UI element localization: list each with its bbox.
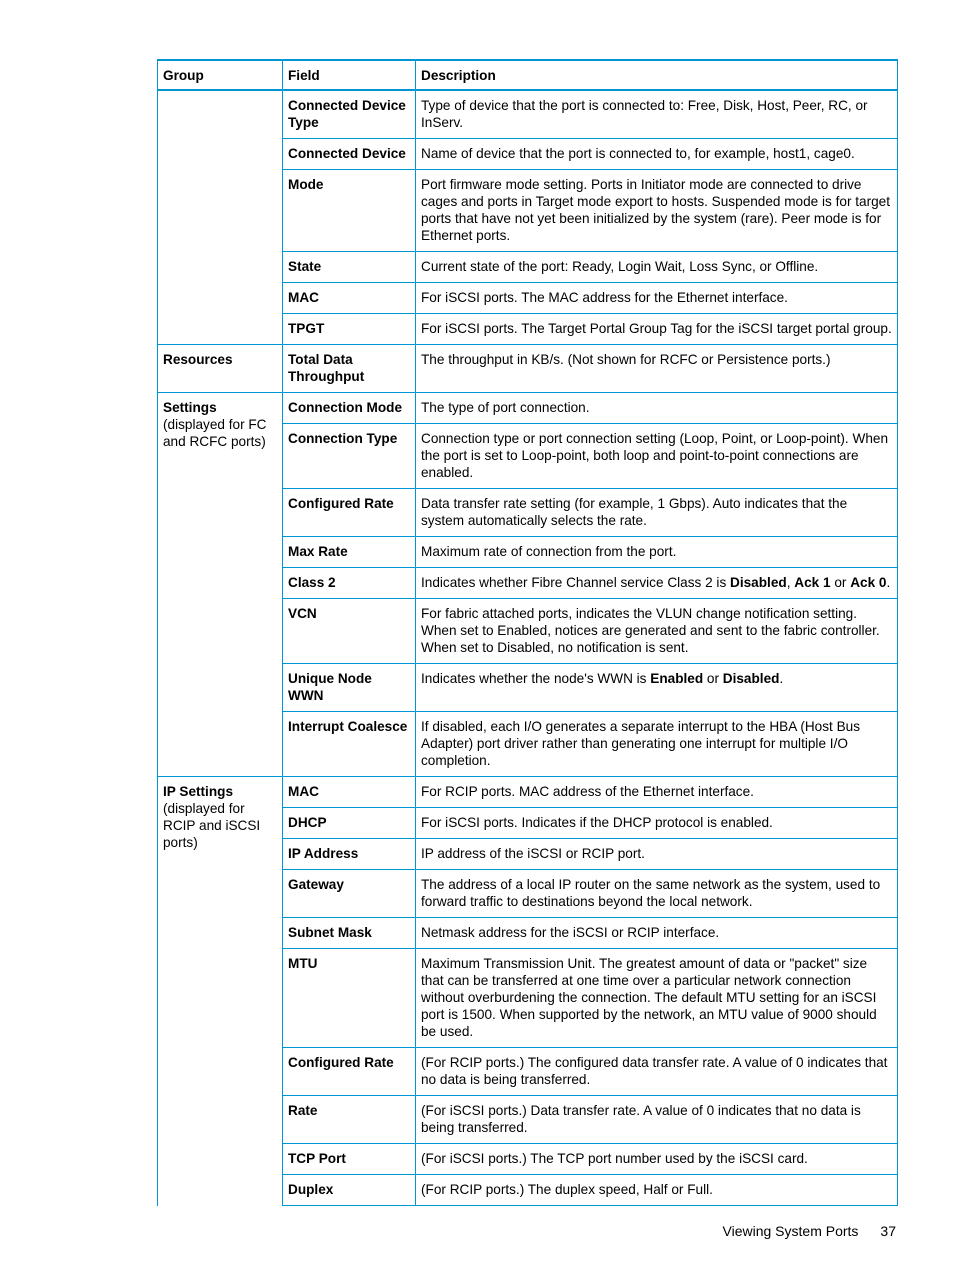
field-cell: Rate bbox=[283, 1096, 416, 1144]
page-footer bbox=[723, 1223, 896, 1239]
description-cell bbox=[416, 252, 898, 283]
field-cell: TPGT bbox=[283, 314, 416, 345]
group-cell bbox=[158, 393, 283, 777]
field-cell: VCN bbox=[283, 599, 416, 664]
description-emphasis: Disabled bbox=[730, 575, 787, 590]
page-number: 37 bbox=[880, 1223, 896, 1239]
description-text: (For iSCSI ports.) The TCP port number used by the iSCSI card. bbox=[421, 1151, 808, 1166]
field-cell: Connected Device Type bbox=[283, 90, 416, 139]
description-text: Name of device that the port is connected to, for example, host1, cage0. bbox=[421, 146, 855, 161]
description-text: Maximum rate of connection from the port. bbox=[421, 544, 677, 559]
description-cell bbox=[416, 283, 898, 314]
header-group: Group bbox=[158, 60, 283, 90]
description-text: For fabric attached ports, indicates the VLUN change notification setting. When set to Enabled, notices are generated and sent to the fabric controller. When set to Disabled, no notification is sent. bbox=[421, 606, 880, 655]
description-cell bbox=[416, 139, 898, 170]
group-note: (displayed for RCIP and iSCSI ports) bbox=[163, 801, 261, 850]
description-emphasis: Enabled bbox=[650, 671, 704, 686]
description-cell bbox=[416, 489, 898, 537]
group-cell bbox=[158, 90, 283, 345]
description-cell bbox=[416, 537, 898, 568]
description-cell bbox=[416, 393, 898, 424]
field-cell: MTU bbox=[283, 949, 416, 1048]
description-text: Data transfer rate setting (for example, 1 Gbps). Auto indicates that the system automatically selects the rate. bbox=[421, 496, 848, 528]
description-text: . bbox=[779, 671, 784, 686]
description-cell bbox=[416, 1048, 898, 1096]
description-cell bbox=[416, 90, 898, 139]
header-field: Field bbox=[283, 60, 416, 90]
description-text: . bbox=[886, 575, 891, 590]
description-text: Connection type or port connection setting (Loop, Point, or Loop-point). When the port is set to Loop-point, both loop and point-to-point connections are enabled. bbox=[421, 431, 888, 480]
field-cell: TCP Port bbox=[283, 1144, 416, 1175]
description-text: The address of a local IP router on the same network as the system, used to forward traffic to destinations beyond the local network. bbox=[421, 877, 881, 909]
description-text: Type of device that the port is connected to: Free, Disk, Host, Peer, RC, or InServ. bbox=[421, 98, 868, 130]
field-cell: Connected Device bbox=[283, 139, 416, 170]
description-text: , bbox=[786, 575, 795, 590]
description-cell bbox=[416, 808, 898, 839]
description-text: (For RCIP ports.) The duplex speed, Half or Full. bbox=[421, 1182, 713, 1197]
field-cell: Interrupt Coalesce bbox=[283, 712, 416, 777]
table-row bbox=[158, 393, 898, 424]
field-cell: Unique Node WWN bbox=[283, 664, 416, 712]
description-text: Current state of the port: Ready, Login Wait, Loss Sync, or Offline. bbox=[421, 259, 819, 274]
description-text: For iSCSI ports. The Target Portal Group Tag for the iSCSI target portal group. bbox=[421, 321, 892, 336]
description-text: IP address of the iSCSI or RCIP port. bbox=[421, 846, 645, 861]
table-row bbox=[158, 777, 898, 808]
description-text: Maximum Transmission Unit. The greatest amount of data or "packet" size that can be transferred at one time over a particular network connection without overburdening the connection. The default MTU setting for an iSCSI port is 1500. When supported by the network, an MTU value of 9000 should be used. bbox=[421, 956, 877, 1039]
description-text: If disabled, each I/O generates a separate interrupt to the HBA (Host Bus Adapter) port driver rather than generating one interrupt for multiple I/O completion. bbox=[421, 719, 861, 768]
group-cell bbox=[158, 777, 283, 1206]
description-cell bbox=[416, 599, 898, 664]
description-cell bbox=[416, 712, 898, 777]
description-text: For RCIP ports. MAC address of the Ethernet interface. bbox=[421, 784, 754, 799]
description-cell bbox=[416, 918, 898, 949]
description-cell bbox=[416, 777, 898, 808]
table-row bbox=[158, 345, 898, 393]
field-cell: MAC bbox=[283, 283, 416, 314]
description-cell bbox=[416, 1175, 898, 1206]
description-cell bbox=[416, 1144, 898, 1175]
description-cell bbox=[416, 1096, 898, 1144]
description-text: For iSCSI ports. Indicates if the DHCP protocol is enabled. bbox=[421, 815, 773, 830]
field-cell: Duplex bbox=[283, 1175, 416, 1206]
description-cell bbox=[416, 664, 898, 712]
footer-section-title: Viewing System Ports bbox=[722, 1223, 859, 1239]
description-text: Netmask address for the iSCSI or RCIP interface. bbox=[421, 925, 720, 940]
field-cell: Connection Type bbox=[283, 424, 416, 489]
port-fields-table bbox=[157, 59, 898, 1206]
description-text: (For RCIP ports.) The configured data transfer rate. A value of 0 indicates that no data is being transferred. bbox=[421, 1055, 888, 1087]
description-cell bbox=[416, 424, 898, 489]
description-cell bbox=[416, 870, 898, 918]
description-emphasis: Ack 1 bbox=[794, 575, 831, 590]
field-cell: Mode bbox=[283, 170, 416, 252]
description-text: or bbox=[703, 671, 723, 686]
field-cell: Gateway bbox=[283, 870, 416, 918]
field-cell: DHCP bbox=[283, 808, 416, 839]
description-cell bbox=[416, 949, 898, 1048]
description-text: Indicates whether the node's WWN is bbox=[421, 671, 651, 686]
description-text: or bbox=[830, 575, 851, 590]
description-cell bbox=[416, 568, 898, 599]
description-emphasis: Disabled bbox=[722, 671, 780, 686]
header-description: Description bbox=[416, 60, 898, 90]
description-cell bbox=[416, 839, 898, 870]
description-text: Indicates whether Fibre Channel service Class 2 is bbox=[421, 575, 731, 590]
description-text: For iSCSI ports. The MAC address for the Ethernet interface. bbox=[421, 290, 788, 305]
description-text: The type of port connection. bbox=[421, 400, 590, 415]
field-cell: MAC bbox=[283, 777, 416, 808]
group-label: IP Settings bbox=[163, 784, 233, 799]
description-cell bbox=[416, 170, 898, 252]
description-cell bbox=[416, 314, 898, 345]
field-cell: Configured Rate bbox=[283, 489, 416, 537]
description-text: The throughput in KB/s. (Not shown for RCFC or Persistence ports.) bbox=[421, 352, 831, 367]
description-text: Port firmware mode setting. Ports in Initiator mode are connected to drive cages and ports in Target mode export to hosts. Suspended mode is for target ports that have not yet been initialized by the system (rare). Peer mode is for Ethernet ports. bbox=[421, 177, 891, 243]
field-cell: Class 2 bbox=[283, 568, 416, 599]
table-body bbox=[158, 90, 898, 1206]
field-cell: Connection Mode bbox=[283, 393, 416, 424]
group-note: (displayed for FC and RCFC ports) bbox=[163, 417, 267, 449]
description-emphasis: Ack 0 bbox=[850, 575, 887, 590]
group-label: Resources bbox=[163, 352, 233, 367]
field-cell: Subnet Mask bbox=[283, 918, 416, 949]
group-label: Settings bbox=[163, 400, 217, 415]
field-cell: Total Data Throughput bbox=[283, 345, 416, 393]
field-cell: Max Rate bbox=[283, 537, 416, 568]
table-row bbox=[158, 90, 898, 139]
group-cell bbox=[158, 345, 283, 393]
field-cell: IP Address bbox=[283, 839, 416, 870]
description-text: (For iSCSI ports.) Data transfer rate. A value of 0 indicates that no data is being transferred. bbox=[421, 1103, 861, 1135]
description-cell bbox=[416, 345, 898, 393]
table-header-row bbox=[158, 60, 898, 90]
field-cell: Configured Rate bbox=[283, 1048, 416, 1096]
field-cell: State bbox=[283, 252, 416, 283]
